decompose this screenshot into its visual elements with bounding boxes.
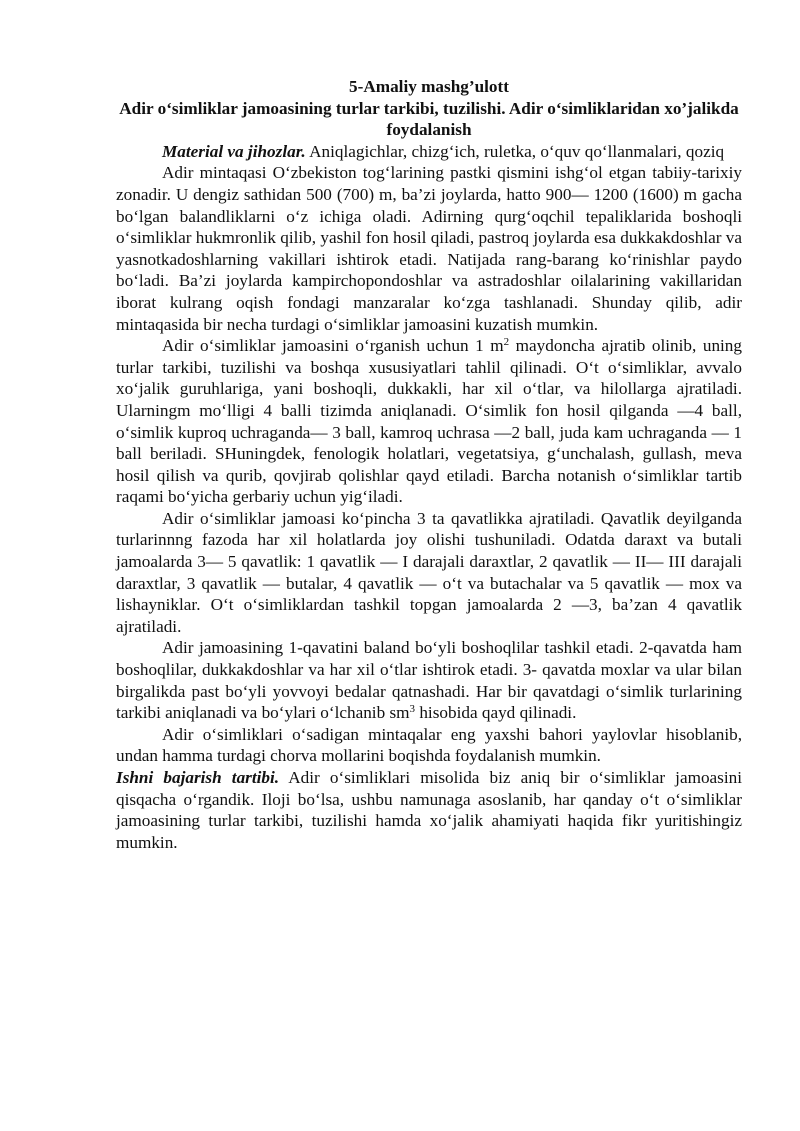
adir-layers-text-end: hisobida qayd qilinadi. — [415, 703, 577, 723]
page-subtitle: Adir o‘simliklar jamoasining turlar tarkibi, tuzilishi. Adir o‘simliklaridan xo’jalikda foydalanish — [119, 98, 739, 140]
paragraph-intro: Adir mintaqasi O‘zbekiston tog‘larining pastki qismini ishg‘ol etgan tabiiy-tarixiy zonadir. U dengiz sathidan 500 (700) m, ba’zi joylarda, hatto 900— 1200 (1600) m gacha bo‘lgan balandliklarni o‘z ichiga oladi. Adirning qurg‘oqchil tepaliklarida boshoqli o‘simliklar hukmronlik qilib, yashil fon hosil qiladi, pastroq joylarda esa dukkakdoshlar va yasnotkadoshlarning vakillari ishtirok etadi. Natijada rang-barang ko‘rinishlar paydo bo‘ladi. Ba’zi joylarda kampirchopondoshlar va astradoshlar oilalarining vakillaridan iborat kulrang oqish fondagi manzaralar ko‘zga tashlanadi. Shunday qilib, adir mintaqasida bir necha turdagi o‘simliklar jamoasini kuzatish mumkin. — [116, 163, 742, 334]
page-title: 5-Amaliy mashg’ulott — [349, 77, 509, 96]
materials-paragraph — [116, 141, 742, 163]
paragraph-pastures: Adir o‘simliklari o‘sadigan mintaqalar eng yaxshi bahori yaylovlar hisoblanib, undan hamma turdagi chorva mollarini boqishda foydalanish mumkin. — [116, 724, 742, 766]
paragraph-adir-layers — [116, 637, 742, 723]
materials-text: Aniqlagichlar, chizg‘ich, ruletka, o‘quv qo‘llanmalari, qoziq — [305, 141, 725, 161]
method-text-start: Adir o‘simliklar jamoasini o‘rganish uchun 1 m — [162, 336, 504, 356]
procedure-text: Adir o‘simliklari misolida biz aniq bir o‘simliklar jamoasini qisqacha o‘rgandik. Iloji bo‘lsa, ushbu namunaga asoslanib, har qanday o‘t o‘simliklar jamoasining turlar tarkibi, tuzilishi hamda xo‘jalik ahamiyati haqida fikr yuritishingiz mumkin. — [116, 768, 742, 852]
materials-lead: Material va jihozlar. — [162, 141, 306, 161]
document-page — [116, 76, 742, 853]
procedure-paragraph — [116, 767, 742, 853]
area-exponent: 2 — [503, 336, 510, 349]
method-text-end: maydoncha ajratib olinib, uning turlar tarkibi, tuzilishi va boshqa xususiyatlari tahlil qilinadi. O‘t o‘simliklar, avvalo xo‘jalik guruhlariga, yani boshoqli, dukkakli, har xil o‘tlar, va hilollarga ajratiladi. Ularningm mo‘lligi 4 balli tizimda aniqlanadi. O‘simlik fon hosil qilganda —4 ball, o‘simlik kuproq uchraganda— 3 ball, kamroq uchrasa —2 ball, juda kam uchraganda — 1 ball beriladi. SHuningdek, fenologik holatlari, vegetatsiya, g‘unchalash, gullash, meva hosil qilish va qurib, qovjirab qolishlar qayd etiladi. Barcha notanish o‘simliklar tartib raqami bo‘yicha gerbariy uchun yig‘iladi. — [116, 336, 742, 507]
unit-exponent: 3 — [409, 703, 416, 716]
paragraph-method — [116, 335, 742, 508]
adir-layers-text-start: Adir jamoasining 1-qavatini baland bo‘yli boshoqlilar tashkil etadi. 2-qavatda ham boshoqlilar, dukkakdoshlar va har xil o‘tlar ishtirok etadi. 3- qavatda moxlar va ular bilan birgalikda past bo‘yli yovvoyi bedalar qatnashadi. Har bir qavatdagi o‘simlik turlarining tarkibi aniqlanadi va bo‘ylari o‘lchanib sm — [116, 638, 742, 723]
procedure-lead: Ishni bajarish tartibi. — [116, 768, 280, 787]
paragraph-layers: Adir o‘simliklar jamoasi ko‘pincha 3 ta qavatlikka ajratiladi. Qavatlik deyilganda turlarinnng fazoda har xil holatlarda joy olishi tushuniladi. Odatda daraxt va butali jamoalarda 3— 5 qavatlik: 1 qavatlik — I darajali daraxtlar, 2 qavatlik — II— III darajali daraxtlar, 3 qavatlik — butalar, 4 qavatlik — o‘t va butachalar va 5 qavatlik — mox va lishayniklar. O‘t o‘simliklardan tashkil topgan jamoalarda 2 —3, ba’zan 4 qavatlik ajratiladi. — [116, 508, 742, 636]
